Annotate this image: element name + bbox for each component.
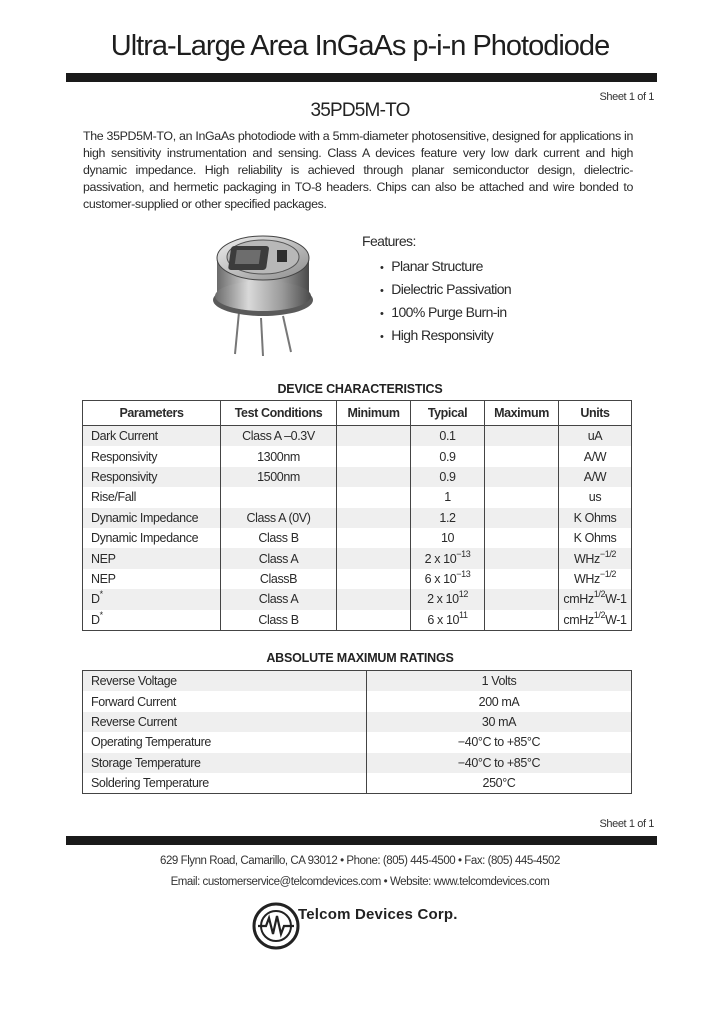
typical-value: 0.1 — [439, 429, 456, 444]
photodiode-image — [205, 220, 325, 360]
parameter-superscript: * — [99, 609, 103, 620]
table-row — [83, 528, 632, 548]
footer-contact: Email: customerservice@telcomdevices.com • Website: www.telcomdevices.com — [170, 876, 550, 888]
cell-typical — [411, 610, 485, 631]
cell-minimum — [337, 426, 411, 447]
header-parameters: Parameters — [83, 401, 221, 426]
unit-tail: W-1 — [605, 592, 627, 607]
unit-text: K Ohms — [573, 510, 617, 525]
unit-exponent: −1/2 — [599, 548, 617, 559]
cell-rating-value: 250°C — [482, 776, 516, 791]
cell-minimum — [337, 446, 411, 466]
parameter-superscript: * — [99, 589, 103, 600]
cell-rating-value: −40°C to +85°C — [367, 753, 632, 773]
cell-test-condition: Class A –0.3V — [221, 426, 337, 447]
cell-maximum — [485, 610, 559, 631]
cell-unit — [559, 426, 632, 447]
features-title: Features: — [362, 233, 416, 249]
unit-exponent: 1/2 — [593, 589, 606, 600]
parameter-text: Responsivity — [91, 449, 158, 464]
unit-text: A/W — [583, 469, 607, 484]
cell-rating-value: 1 Volts — [367, 671, 632, 692]
cell-maximum — [485, 508, 559, 528]
cell-typical — [411, 487, 485, 507]
typical-value: 10 — [440, 531, 455, 546]
cell-maximum — [485, 467, 559, 487]
cell-unit — [559, 589, 632, 609]
cell-maximum — [485, 528, 559, 548]
cell-rating-parameter: Operating Temperature — [83, 732, 367, 752]
absolute-maximum-title: ABSOLUTE MAXIMUM RATINGS — [266, 651, 454, 665]
cell-minimum — [337, 610, 411, 631]
table-row — [83, 508, 632, 528]
typical-exponent: 11 — [459, 609, 468, 620]
typical-value: 1.2 — [439, 510, 456, 525]
cell-maximum — [485, 487, 559, 507]
absolute-maximum-body — [83, 671, 632, 794]
cell-unit — [559, 548, 632, 568]
typical-value: 2 x 10 — [427, 592, 459, 607]
cell-typical — [411, 467, 485, 487]
feature-item: • 100% Purge Burn-in — [380, 301, 511, 324]
typical-value: 6 x 10 — [424, 571, 457, 586]
cell-minimum — [337, 569, 411, 589]
header-maximum: Maximum — [485, 401, 559, 426]
device-characteristics-body — [83, 426, 632, 631]
typical-exponent: −13 — [456, 548, 471, 559]
cell-test-condition: Class B — [221, 528, 337, 548]
header-units: Units — [559, 401, 632, 426]
parameter-text: D — [91, 592, 100, 607]
cell-maximum — [485, 569, 559, 589]
cell-minimum — [337, 467, 411, 487]
cell-rating-parameter: Reverse Voltage — [83, 671, 367, 692]
cell-parameter — [83, 487, 221, 507]
table-row — [83, 487, 632, 507]
table-row — [83, 467, 632, 487]
cell-test-condition: ClassB — [221, 569, 337, 589]
header-typical: Typical — [411, 401, 485, 426]
features-block — [362, 233, 511, 347]
cell-parameter — [83, 467, 221, 487]
cell-rating-parameter: Reverse Current — [83, 712, 367, 732]
table-row — [83, 446, 632, 466]
unit-text: uA — [587, 429, 603, 444]
cell-test-condition: 1500nm — [221, 467, 337, 487]
table-row — [83, 773, 632, 794]
cell-test-condition: Class A (0V) — [221, 508, 337, 528]
cell-maximum — [485, 589, 559, 609]
unit-exponent: −1/2 — [599, 568, 617, 579]
parameter-text: Dynamic Impedance — [91, 531, 199, 546]
parameter-text: NEP — [91, 571, 116, 586]
top-rule — [66, 73, 657, 82]
intro-paragraph: The 35PD5M-TO, an InGaAs photodiode with a 5mm-diameter photosensitive, designed for applications in high sensitivity instrumentation and sensing. Class A devices feature very low dark current and high dynamic impedance. High reliability is achieved through planar semiconductor design, dielectric-passivation, and hermetic packaging in TO-8 headers. Chips can also be attached and wire bonded to customer-supplied or other specified packages. — [83, 129, 633, 211]
typical-value: 6 x 10 — [427, 612, 460, 627]
cell-typical — [411, 589, 485, 609]
feature-item: • Planar Structure — [380, 255, 511, 278]
typical-value: 0.9 — [439, 469, 456, 484]
cell-typical — [411, 548, 485, 568]
table-row — [83, 569, 632, 589]
parameter-text: Responsivity — [91, 469, 158, 484]
cell-minimum — [337, 548, 411, 568]
company-name: Telcom Devices Corp. — [298, 906, 458, 923]
parameter-text: D — [91, 612, 100, 627]
unit-text: K Ohms — [573, 531, 617, 546]
cell-unit — [559, 467, 632, 487]
cell-test-condition: 1300nm — [221, 446, 337, 466]
unit-text: us — [588, 490, 602, 505]
cell-rating-parameter: Forward Current — [83, 691, 367, 711]
cell-typical — [411, 426, 485, 447]
cell-maximum — [485, 446, 559, 466]
cell-unit — [559, 610, 632, 631]
unit-text: WHz — [573, 551, 600, 566]
unit-text: cmHz — [563, 592, 594, 607]
cell-typical — [411, 508, 485, 528]
cell-parameter — [83, 426, 221, 447]
features-list — [362, 255, 511, 347]
cell-rating-parameter: Soldering Temperature — [83, 773, 367, 794]
typical-value: 2 x 10 — [424, 551, 457, 566]
cell-rating-value: −40°C to +85°C — [457, 735, 541, 750]
typical-exponent: 12 — [458, 589, 468, 600]
cell-test-condition: Class A — [221, 548, 337, 568]
model-number: 35PD5M-TO — [310, 100, 410, 121]
cell-typical — [411, 446, 485, 466]
feature-item: • High Responsivity — [380, 324, 511, 347]
unit-exponent: 1/2 — [593, 609, 606, 620]
cell-unit — [559, 487, 632, 507]
cell-unit — [559, 508, 632, 528]
table-row — [83, 671, 632, 692]
cell-rating-parameter: Storage Temperature — [83, 753, 367, 773]
unit-text: cmHz — [563, 612, 594, 627]
cell-parameter — [83, 446, 221, 466]
table-row — [83, 589, 632, 609]
header-test-conditions: Test Conditions — [221, 401, 337, 426]
unit-text: A/W — [583, 449, 607, 464]
unit-text: WHz — [573, 571, 600, 586]
cell-parameter — [83, 610, 221, 631]
cell-test-condition: Class A — [221, 589, 337, 609]
cell-minimum — [337, 528, 411, 548]
cell-minimum — [337, 487, 411, 507]
cell-typical — [411, 528, 485, 548]
cell-minimum — [337, 589, 411, 609]
absolute-maximum-table — [82, 670, 632, 794]
company-logo-icon — [252, 902, 300, 950]
cell-parameter — [83, 528, 221, 548]
cell-maximum — [485, 426, 559, 447]
table-row — [83, 732, 632, 752]
cell-typical — [411, 569, 485, 589]
typical-value: 1 — [444, 490, 451, 505]
cell-parameter — [83, 589, 221, 609]
table-row — [83, 712, 632, 732]
feature-item: • Dielectric Passivation — [380, 278, 511, 301]
parameter-text: Dark Current — [91, 429, 158, 444]
cell-rating-value: 200 mA — [478, 694, 520, 709]
device-characteristics-table — [82, 400, 632, 631]
table-row — [83, 691, 632, 711]
cell-test-condition — [221, 487, 337, 507]
header-minimum: Minimum — [337, 401, 411, 426]
cell-rating-value: 30 mA — [367, 712, 632, 732]
footer-address: 629 Flynn Road, Camarillo, CA 93012 • Phone: (805) 445-4500 • Fax: (805) 445-4502 — [160, 855, 560, 867]
sheet-label-top: Sheet 1 of 1 — [599, 91, 654, 103]
sheet-label-bottom: Sheet 1 of 1 — [599, 818, 654, 830]
cell-minimum — [337, 508, 411, 528]
cell-parameter — [83, 508, 221, 528]
table-row — [83, 610, 632, 631]
page-title: Ultra-Large Area InGaAs p-i-n Photodiode — [110, 30, 610, 62]
parameter-text: Rise/Fall — [91, 490, 137, 505]
table-row — [83, 753, 632, 773]
typical-value: 0.9 — [439, 449, 456, 464]
cell-maximum — [485, 548, 559, 568]
parameter-text: Dynamic Impedance — [91, 510, 199, 525]
cell-parameter — [83, 569, 221, 589]
table-row — [83, 548, 632, 568]
unit-tail: W-1 — [605, 612, 627, 627]
parameter-text: NEP — [91, 551, 116, 566]
cell-parameter — [83, 548, 221, 568]
cell-unit — [559, 569, 632, 589]
cell-unit — [559, 528, 632, 548]
table-header-row — [83, 401, 632, 426]
cell-unit — [559, 446, 632, 466]
device-characteristics-title: DEVICE CHARACTERISTICS — [277, 382, 443, 396]
bottom-rule — [66, 836, 657, 845]
typical-exponent: −13 — [456, 568, 471, 579]
cell-test-condition: Class B — [221, 610, 337, 631]
table-row — [83, 426, 632, 447]
